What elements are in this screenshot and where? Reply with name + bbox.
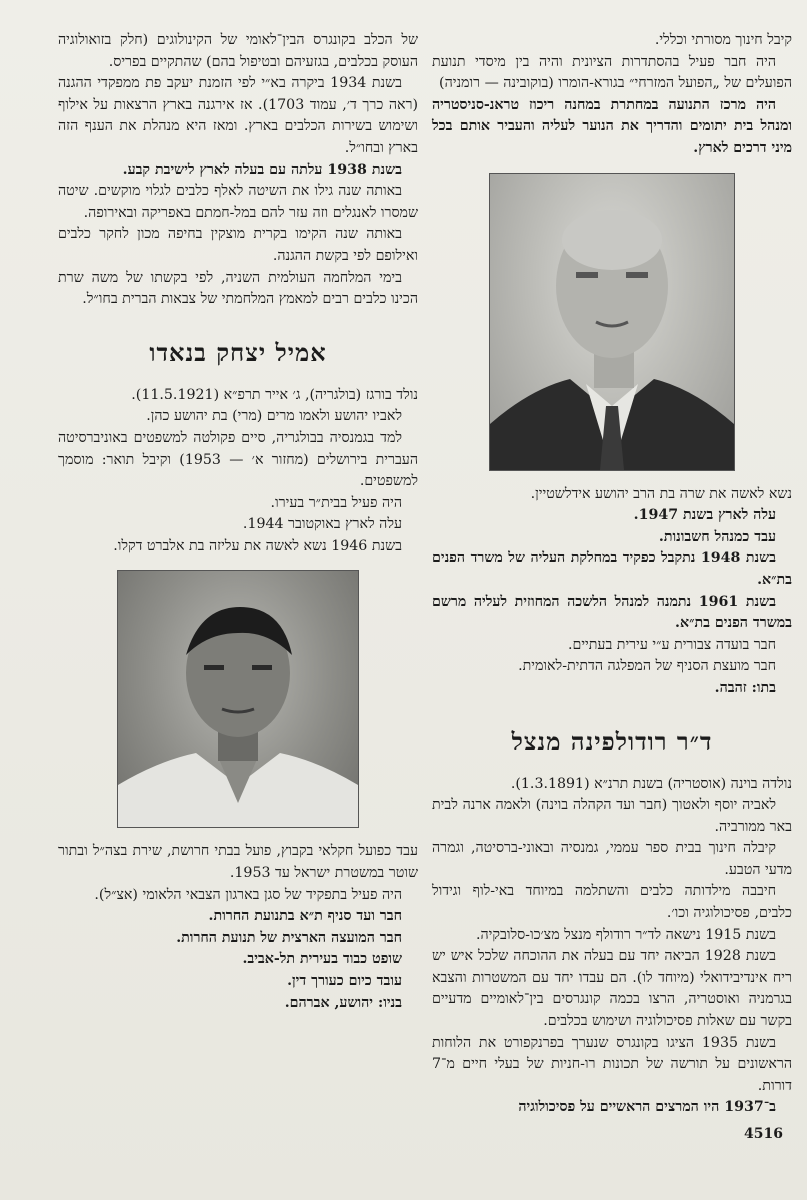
text-line: בשנת 1948 נתקבל כפקיד במחלקת העליה של משרד הפנים בת״א. bbox=[432, 550, 792, 588]
text-line: בניו: יהושע, אברהם. bbox=[284, 994, 402, 1011]
text-line: קיבלה חינוך בבית ספר עממי, גמנסיה ובאוני-ברסיטה, וגמרה מדעי הטבע. bbox=[432, 840, 792, 878]
text-line: בשנת 1938 עלתה עם בעלה לארץ לישיבת קבע. bbox=[122, 161, 402, 178]
text-line: ב־1937 היו המרצים הראשיים על פסיכולוגיה bbox=[518, 1099, 776, 1116]
text-line: בשנת 1928 הביאה יחד עם בעלה את ההוכחה שלכל איש יש ריח אינדיבידואלי (מיוחד לו). הם עבדו יחד עם המשטרות והצבא בגרמניה ואוסטריה, הרצו בכמה קונגרסים בין־לאומיים מדעיים בקשר עם שאלות פסיכולוגיה ושימוש בכלבים. bbox=[432, 948, 792, 1030]
text-line: באותה שנה גילו את השיטה לאלף כלבים לגלוי מוקשים. שיטה שמסרו לאנגלים וזה עזר להם במל-חמתם באפריקה ובאירופה. bbox=[58, 183, 418, 221]
text-line: עובד כיום כעורך דין. bbox=[287, 973, 402, 990]
text-line: חיבבה מילדותה כלבים והשתלמה במיוחד באי-לוף וגידול כלבים, פסיכולוגיה וכו׳. bbox=[432, 883, 792, 922]
portrait-photo-older-man bbox=[490, 174, 734, 470]
text-line: עלה לארץ באוקטובר 1944. bbox=[242, 516, 402, 533]
text-line: קיבל חינוך מסורתי וכללי. bbox=[654, 32, 792, 48]
text-line: היה חבר פעיל בהסתדרות הציונית והיה בין מיסדי תנועת הפועלים של „הפועל המזרחי״ בגורא-הומרו (בוקובינה — רומניה) bbox=[432, 53, 792, 92]
text-line: בשנת 1934 ביקרה בא״י לפי הזמנת יעקב פת ממפקדי ההגנה (ראה כרך ד׳, עמוד 1703). אז אירגנה בארץ הרצאות על אילוף ושימוש בשירות הכלבים בארץ. ומאז היא מנהלת את הענף הזה בארץ ובחו״ל. bbox=[58, 75, 418, 156]
page-number: 4516 bbox=[744, 1126, 783, 1142]
text-line: בימי המלחמה העולמית השניה, לפי בקשתו של משה שרת הכינו כלבים רבים למאמץ המלחמתי של צבאות הברית בחו״ל. bbox=[58, 269, 418, 308]
entry-heading: ד״ר רודולפינה מנצל bbox=[511, 726, 713, 756]
text-line: לאביו יהושע ולאמו מרים (מרי) בת יהושע כהן. bbox=[146, 408, 402, 425]
portrait-photo-young-man bbox=[118, 571, 358, 827]
text-line: לאביה יוסף ולאטוך (חבר ועד הקהלה בוינה) ולאמה ארנה לבית באר ממורביה. bbox=[432, 797, 792, 835]
text-line: שופט כבוד בעירית תל-אביב. bbox=[242, 951, 402, 968]
text-line: עבד כמנהל חשבונות. bbox=[658, 528, 776, 545]
text-line: היה מרכז התנועה במחתרת במחנה ריכוז טראנ-סניסטריה ומנהל בית יתומים והדריך את הנוער לעליה והעביר אותם בכל מיני דרכים לארץ. bbox=[432, 96, 792, 156]
text-line: חבר המועצה הארצית של תנועת החרות. bbox=[176, 929, 402, 946]
text-line: עלה לארץ בשנת 1947. bbox=[633, 507, 776, 524]
text-line: באותה שנה הקימו בקרית מוצקין בחיפה מכון לחקר כלבים ואילופם לפי בקשת ההגנה. bbox=[58, 226, 418, 264]
text-line: עבד כפועל חקלאי בקבוץ, פועל בבתי חרושת, שירת בצה״ל ובתור שוטר במשטרת ישראל עד 1953. bbox=[58, 843, 418, 882]
text-line: חבר מועצת הסניף של המפלגה הדתית-לאומית. bbox=[518, 658, 776, 675]
text-line: היה פעיל בבית״ר בעירו. bbox=[270, 494, 402, 511]
left-column bbox=[58, 30, 418, 1014]
text-line: בשנת 1935 הציגו בקונגרס שנערך בפרנקפורט את הלוחות הראשונים על תורשה של תכונות רו-חניות של בעלי חיים מ־7 דורות. bbox=[432, 1034, 792, 1094]
text-line: בתו: זהבה. bbox=[714, 679, 776, 696]
text-line: בשנת 1946 נשא לאשה את עליזה בת אלברט דקלו. bbox=[113, 537, 402, 554]
text-line: נולד בורגז (בולגריה), ג׳ אייר תרפ״א (11.5.1921). bbox=[131, 386, 418, 403]
text-line: היה פעיל בתפקיד של סגן בארגון הצבאי הלאומי (אצ״ל). bbox=[94, 886, 402, 903]
text-line: נשא לאשה את שרה בת הרב יהושע אידלשטיין. bbox=[530, 485, 792, 502]
text-line: חבר בועדה צבורית ע״י עירית בעתיים. bbox=[567, 636, 776, 653]
right-column bbox=[432, 30, 792, 1119]
text-line: חבר ועד סניף ת״א בתנועת החרות. bbox=[208, 908, 402, 925]
text-line: של הכלב בקונגרס הבין־לאומי של הקינולוגים (חלק בזואולוגיה העוסק בכלבים, בגזעיהם ובטיפול בהם) שהתקיים בפריס. bbox=[58, 32, 418, 70]
text-line: נולדה בוינה (אוסטריה) בשנת תרנ״א (1.3.1891). bbox=[510, 775, 792, 792]
entry-heading: אמיל יצחק בנאדו bbox=[149, 337, 327, 367]
text-line: בשנת 1961 נתמנה למנהל הלשכה המחוזית לעליה מרשם במשרד הפנים בת״א. bbox=[432, 593, 792, 632]
text-line: למד בגמנסיה בבולגריה, סיים פקולטה למשפטים באוניברסיטה העברית בירושלים (מחזור א׳ — 1953) וקיבל תואר: מוסמך למשפטים. bbox=[58, 429, 418, 490]
text-line: בשנת 1915 נישאה לד״ר רודולף מנצל מצ׳כו-סלובקיה. bbox=[476, 926, 776, 943]
